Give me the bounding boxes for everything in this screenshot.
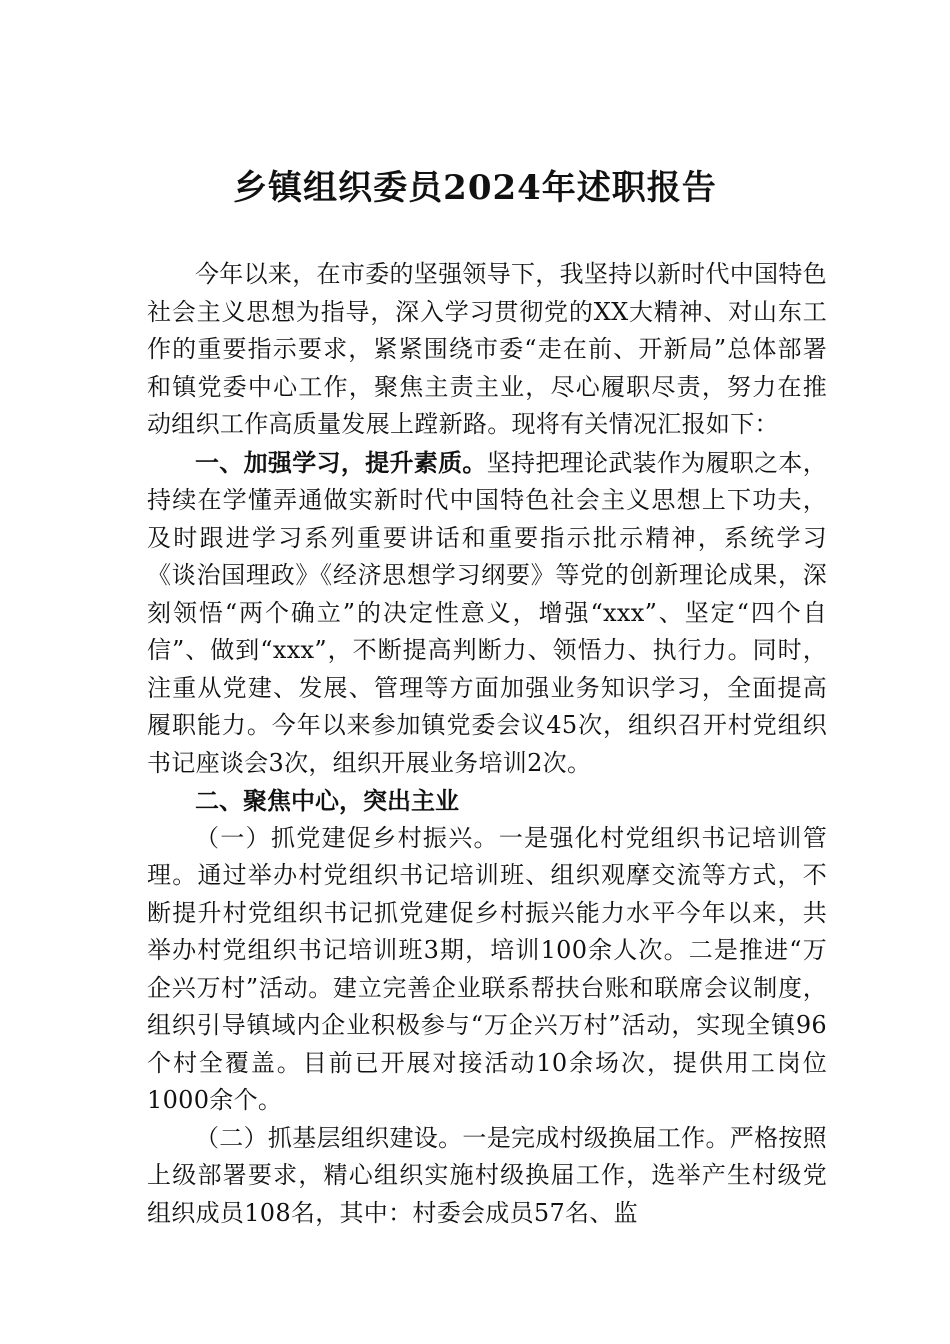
section-1-text: 坚持把理论武装作为履职之本，持续在学懂弄通做实新时代中国特色社会主义思想上下功夫，及时跟进学习系列重要讲话和重要指示批示精神，系统学习《谈治国理政》《经济思想学习纲要》等党的创新理论成果，深刻领悟“两个确立”的决定性意义，增强“xxx”、坚定“四个自信”、做到“xxx”，不断提高判断力、领悟力、执行力。同时，注重从党建、发展、管理等方面加强业务知识学习，全面提高履职能力。今年以来参加镇党委会议45次，组织召开村党组织书记座谈会3次，组织开展业务培训2次。 xyxy=(147,448,827,777)
intro-paragraph: 今年以来，在市委的坚强领导下，我坚持以新时代中国特色社会主义思想为指导，深入学习贯彻党的XX大精神、对山东工作的重要指示要求，紧紧围绕市委“走在前、开新局”总体部署和镇党委中心工作，聚焦主责主业，尽心履职尽责，努力在推动组织工作高质量发展上蹚新路。现将有关情况汇报如下： xyxy=(147,260,827,438)
section-1-heading: 一、加强学习，提升素质。 xyxy=(195,447,487,477)
document-body xyxy=(147,256,827,1232)
section-2-heading: 二、聚焦中心，突出主业 xyxy=(195,786,459,815)
section-1-paragraph xyxy=(147,444,827,783)
section-2-sub-2-paragraph: （二）抓基层组织建设。一是完成村级换届工作。严格按照上级部署要求，精心组织实施村级换届工作，选举产生村级党组织成员108名，其中：村委会成员57名、监 xyxy=(147,1123,827,1227)
section-2-sub-1-paragraph: （一）抓党建促乡村振兴。一是强化村党组织书记培训管理。通过举办村党组织书记培训班、组织观摩交流等方式，不断提升村党组织书记抓党建促乡村振兴能力水平今年以来，共举办村党组织书记培训班3期，培训100余人次。二是推进“万企兴万村”活动。建立完善企业联系帮扶台账和联席会议制度，组织引导镇域内企业积极参与“万企兴万村”活动，实现全镇96个村全覆盖。目前已开展对接活动10余场次，提供用工岗位1000余个。 xyxy=(147,823,827,1114)
document-title: 乡镇组织委员2024年述职报告 xyxy=(233,168,717,208)
